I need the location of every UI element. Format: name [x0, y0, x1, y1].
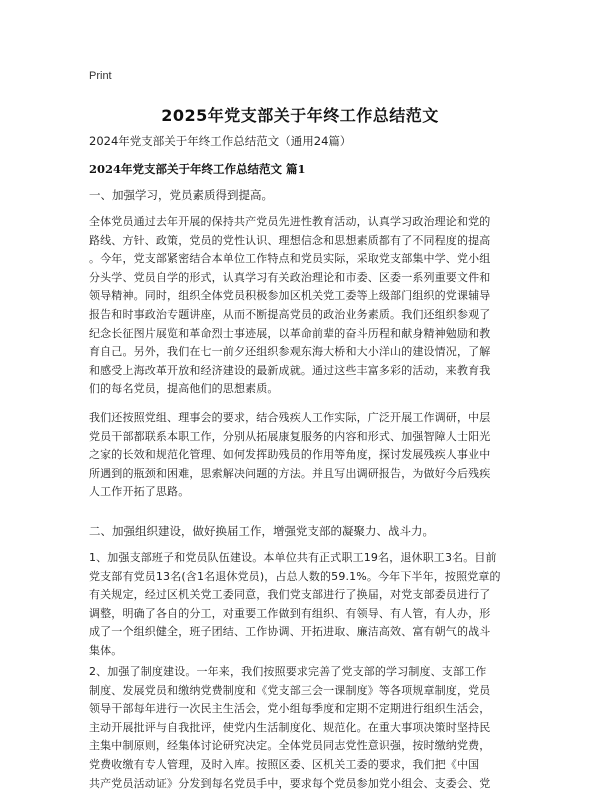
paragraph-line: 人工作开拓了思路。 [89, 485, 190, 499]
paragraph-line: 共产党员活动证》分发到每名党员手中，要求每个党员参加党小组会、支委会、党 [89, 776, 491, 790]
paragraph-line: 领导精神。同时，组织全体党员积极参加区机关党工委等上级部门组织的党课辅导 [89, 289, 491, 303]
paragraph-line: 报告和时事政治专题讲座，从而不断提高党员的政治业务素质。我们还组织参观了 [89, 307, 491, 321]
paragraph-2 [89, 409, 511, 502]
paragraph-4 [89, 663, 511, 793]
paragraph-line: 制度、发展党员和缴纳党费制度和《党支部三会一课制度》等各项规章制度，党员 [89, 683, 491, 697]
paragraph-line: 有关规定，经过区机关党工委同意，我们党支部进行了换届，对党支部委员进行了 [89, 588, 491, 602]
paragraph-line: 党支部有党员13名(含1名退休党员)，占总人数的59.1%。今年下半年，按照党章的 [89, 569, 501, 583]
paragraph-line: 领导干部每年进行一次民主生活会，党小组每季度和定期不定期进行组织生活会， [89, 702, 491, 716]
paragraph-line: 主动开展批评与自我批评，使党内生活制度化、规范化。在重大事项决策时坚持民 [89, 720, 491, 734]
paragraph-line: 党员干部都联系本职工作，分别从拓展康复服务的内容和形式、加强智障人士阳光 [89, 429, 491, 443]
paragraph-line: 集体。 [89, 643, 123, 657]
paragraph-1 [89, 213, 511, 399]
paragraph-line: 1、加强支部班子和党员队伍建设。本单位共有正式职工19名，退休职工3名。目前 [89, 551, 497, 564]
section-heading: 2024年党支部关于年终工作总结范文 篇1 [89, 162, 306, 176]
paragraph-line: 纪念长征图片展览和革命烈士事迹展，以革命前辈的奋斗历程和献身精神勉励和教 [89, 326, 491, 340]
print-link[interactable]: Print [89, 70, 112, 82]
paragraph-line: 主集中制原则，经集体讨论研究决定。全体党员同志党性意识强，按时缴纳党费， [89, 739, 491, 753]
paragraph-line: 们的每名党员，提高他们的思想素质。 [89, 382, 279, 396]
paragraph-line: 调整，明确了各自的分工，对重要工作做到有组织、有领导、有人管，有人办，形 [89, 606, 491, 620]
page-title: 2025年党支部关于年终工作总结范文 [161, 106, 439, 125]
paragraph-line: 我们还按照党组、理事会的要求，结合残疾人工作实际，广泛开展工作调研，中层 [89, 411, 491, 424]
paragraph-line: 之家的长效和规范化管理、如何发挥助残员的作用等角度，探讨发展残疾人事业中 [89, 448, 491, 462]
paragraph-line: 成了一个组织健全，班子团结、工作协调、开拓进取、廉洁高效、富有朝气的战斗 [89, 625, 491, 639]
paragraph-line: 党费收缴有专人管理，及时入库。按照区委、区机关工委的要求，我们把《中国 [89, 757, 480, 771]
paragraph-line: 育自己。另外，我们在七一前夕还组织参观东海大桥和大小洋山的建设情况，了解 [89, 345, 491, 359]
paragraph-line: 2、加强了制度建设。一年来，我们按照要求完善了党支部的学习制度、支部工作 [89, 665, 487, 678]
paragraph-line: 路线、方针、政策，党员的党性认识、理想信念和思想素质都有了不同程度的提高 [89, 233, 491, 247]
paragraph-line: 所遇到的瓶颈和困难，思索解决问题的方法。并且写出调研报告，为做好今后残疾 [89, 466, 491, 480]
paragraph-line: 。今年，党支部紧密结合本单位工作特点和党员实际，采取党支部集中学、党小组 [89, 252, 491, 266]
point-heading-1: 一、加强学习，党员素质得到提高。 [89, 188, 273, 202]
paragraph-line: 和感受上海改革开放和经济建设的最新成就。通过这些丰富多彩的活动，来教育我 [89, 363, 491, 377]
paragraph-3 [89, 549, 511, 661]
point-heading-2: 二、加强组织建设，做好换届工作，增强党支部的凝聚力、战斗力。 [89, 524, 434, 538]
paragraph-line: 全体党员通过去年开展的保持共产党员先进性教育活动，认真学习政治理论和党的 [89, 215, 491, 228]
paragraph-line: 分头学、党员自学的形式，认真学习有关政治理论和市委、区委一系列重要文件和 [89, 270, 491, 284]
document-subtitle: 2024年党支部关于年终工作总结范文（通用24篇） [89, 134, 352, 148]
